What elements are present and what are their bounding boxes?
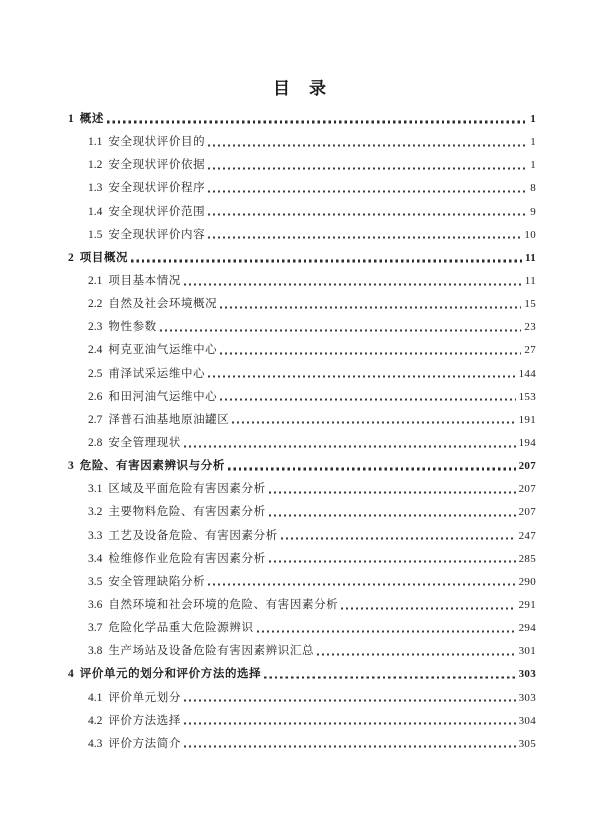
toc-entry-page-number: 1 <box>530 113 536 125</box>
toc-entry[interactable] <box>68 316 536 339</box>
dot-leader <box>208 190 527 192</box>
toc-entry-number: 4 <box>68 668 74 681</box>
dot-leader <box>269 514 516 516</box>
toc-entry-page-number: 9 <box>530 205 536 218</box>
toc-entry-label: 甫泽试采运维中心 <box>108 367 206 380</box>
toc-entry-page-number: 194 <box>518 436 536 449</box>
toc-entry-page-number: 191 <box>518 413 536 426</box>
toc-entry-page-number: 11 <box>524 274 536 287</box>
toc-entry[interactable] <box>68 525 536 548</box>
toc-entry-page-number: 1 <box>530 159 536 172</box>
toc-entry-label: 区域及平面危险有害因素分析 <box>108 483 266 496</box>
toc-entry-number: 3.3 <box>88 529 103 542</box>
toc-entry-page-number: 15 <box>524 298 536 311</box>
toc-entry-page-number: 290 <box>518 575 536 588</box>
toc-entry[interactable] <box>68 177 536 200</box>
toc-entry-page-number: 11 <box>525 251 536 264</box>
toc-entry-page-number: 153 <box>518 390 536 403</box>
toc-entry[interactable] <box>68 432 536 455</box>
toc-entry-number: 4.3 <box>88 737 103 750</box>
toc-entry[interactable] <box>68 201 536 224</box>
toc-entry-label: 概述 <box>79 113 104 125</box>
toc-entry-number: 3.4 <box>88 552 103 565</box>
toc-entry-label: 评价单元划分 <box>108 691 181 704</box>
toc-entry-number: 2.3 <box>88 321 103 334</box>
toc-entry[interactable] <box>68 224 536 247</box>
toc-entry-label: 安全现状评价范围 <box>108 205 206 218</box>
dot-leader <box>131 260 522 262</box>
dot-leader <box>184 700 516 702</box>
toc-entry-number: 1.3 <box>88 182 103 195</box>
toc-entry-page-number: 10 <box>524 228 536 241</box>
dot-leader <box>184 445 516 447</box>
toc-entry-number: 4.1 <box>88 691 103 704</box>
toc-entry-number: 1.1 <box>88 136 103 149</box>
dot-leader <box>160 329 522 331</box>
dot-leader <box>317 653 516 655</box>
dot-leader <box>184 746 516 748</box>
toc-entry-number: 2.7 <box>88 413 103 426</box>
toc-entry-label: 危险、有害因素辨识与分析 <box>79 460 225 473</box>
toc-entry-page-number: 207 <box>518 483 536 496</box>
toc-entry[interactable] <box>68 386 536 409</box>
toc-entry-label: 自然环境和社会环境的危险、有害因素分析 <box>108 598 339 611</box>
toc-entry-page-number: 207 <box>518 506 536 519</box>
toc-entry[interactable] <box>68 710 536 733</box>
dot-leader <box>208 584 515 586</box>
toc-entry-label: 项目基本情况 <box>108 274 181 287</box>
toc-entry-number: 3.1 <box>88 483 103 496</box>
toc-entry-page-number: 291 <box>518 598 536 611</box>
dot-leader <box>184 723 516 725</box>
toc-entry-page-number: 207 <box>518 460 536 473</box>
toc-entry[interactable] <box>68 571 536 594</box>
dot-leader <box>107 121 527 123</box>
toc-entry[interactable] <box>68 108 536 131</box>
toc-entry-number: 3.8 <box>88 645 103 658</box>
toc-entry-number: 1.4 <box>88 205 103 218</box>
toc-entry-page-number: 303 <box>518 691 536 704</box>
dot-leader <box>208 167 527 169</box>
toc-entry[interactable] <box>68 409 536 432</box>
toc-entry-number: 2.2 <box>88 298 103 311</box>
toc-entry[interactable] <box>68 663 536 686</box>
toc-entry-label: 泽普石油基地原油罐区 <box>108 413 230 426</box>
toc-entry-label: 评价方法简介 <box>108 737 181 750</box>
toc-entry-number: 2.6 <box>88 390 103 403</box>
dot-leader <box>208 144 527 146</box>
toc-entry-number: 2.5 <box>88 367 103 380</box>
toc-entry-number: 1 <box>68 113 74 125</box>
toc-entry[interactable] <box>68 733 536 756</box>
toc-entry[interactable] <box>68 293 536 316</box>
toc-entry[interactable] <box>68 363 536 386</box>
toc-entry-page-number: 305 <box>518 737 536 750</box>
toc-entry[interactable] <box>68 131 536 154</box>
toc-entry[interactable] <box>68 339 536 362</box>
toc-entry[interactable] <box>68 270 536 293</box>
toc-entry[interactable] <box>68 247 536 270</box>
toc-entry[interactable] <box>68 154 536 177</box>
dot-leader <box>208 214 527 216</box>
toc-entry-page-number: 303 <box>518 668 536 681</box>
toc-entry-page-number: 301 <box>518 645 536 658</box>
toc-entry-number: 2.1 <box>88 274 103 287</box>
toc-entry-number: 3.5 <box>88 575 103 588</box>
toc-entry-label: 柯克亚油气运维中心 <box>108 344 218 357</box>
toc-entry-label: 评价方法选择 <box>108 714 181 727</box>
toc-entry-label: 自然及社会环境概况 <box>108 298 218 311</box>
toc-entry-label: 安全现状评价内容 <box>108 228 206 241</box>
dot-leader <box>208 237 521 239</box>
dot-leader <box>220 399 515 401</box>
toc-entry-label: 检维修作业危险有害因素分析 <box>108 552 266 565</box>
toc-entry-label: 评价单元的划分和评价方法的选择 <box>79 668 262 681</box>
toc-entry-number: 3 <box>68 460 74 473</box>
dot-leader <box>232 422 515 424</box>
toc-entry[interactable] <box>68 640 536 663</box>
toc-entry-label: 生产场站及设备危险有害因素辨识汇总 <box>108 645 315 658</box>
dot-leader <box>184 283 522 285</box>
dot-leader <box>264 676 515 678</box>
toc-entry-label: 主要物料危险、有害因素分析 <box>108 506 266 519</box>
dot-leader <box>341 607 515 609</box>
toc-entry[interactable] <box>68 548 536 571</box>
toc-entry[interactable] <box>68 594 536 617</box>
toc-entry-number: 2.8 <box>88 436 103 449</box>
toc-entry-label: 安全现状评价依据 <box>108 159 206 172</box>
toc-entry-number: 3.7 <box>88 622 103 635</box>
toc-entry-number: 3.6 <box>88 598 103 611</box>
toc-entry-label: 安全现状评价目的 <box>108 136 206 149</box>
toc-entry[interactable] <box>68 501 536 524</box>
toc-entry-number: 4.2 <box>88 714 103 727</box>
toc-entry-page-number: 1 <box>530 136 536 149</box>
dot-leader <box>269 561 516 563</box>
dot-leader <box>269 491 516 493</box>
toc-entry-page-number: 247 <box>518 529 536 542</box>
toc-entry-page-number: 8 <box>530 182 536 195</box>
toc-list <box>68 108 536 756</box>
toc-entry-page-number: 294 <box>518 622 536 635</box>
toc-entry-label: 安全现状评价程序 <box>108 182 206 195</box>
toc-entry-number: 3.2 <box>88 506 103 519</box>
toc-entry[interactable] <box>68 687 536 710</box>
dot-leader <box>228 468 516 470</box>
toc-entry-label: 安全管理现状 <box>108 436 181 449</box>
toc-entry[interactable] <box>68 455 536 478</box>
toc-entry-label: 和田河油气运维中心 <box>108 390 218 403</box>
dot-leader <box>208 376 515 378</box>
toc-entry-label: 项目概况 <box>79 251 129 264</box>
toc-entry-number: 2 <box>68 251 74 264</box>
toc-entry-label: 物性参数 <box>108 321 157 334</box>
dot-leader <box>257 630 516 632</box>
dot-leader <box>220 306 521 308</box>
toc-entry-number: 2.4 <box>88 344 103 357</box>
toc-entry-page-number: 304 <box>518 714 536 727</box>
toc-entry-label: 工艺及设备危险、有害因素分析 <box>108 529 278 542</box>
toc-entry-number: 1.5 <box>88 228 103 241</box>
toc-entry-number: 1.2 <box>88 159 103 172</box>
toc-entry-page-number: 27 <box>524 344 536 357</box>
dot-leader <box>220 352 521 354</box>
toc-entry[interactable] <box>68 478 536 501</box>
page-title: 目 录 <box>273 79 327 98</box>
toc-entry-page-number: 285 <box>518 552 536 565</box>
toc-entry-label: 危险化学品重大危险源辨识 <box>108 622 254 635</box>
dot-leader <box>281 538 516 540</box>
toc-entry-page-number: 144 <box>518 367 536 380</box>
toc-entry[interactable] <box>68 617 536 640</box>
toc-entry-label: 安全管理缺陷分析 <box>108 575 206 588</box>
toc-entry-page-number: 23 <box>524 321 536 334</box>
